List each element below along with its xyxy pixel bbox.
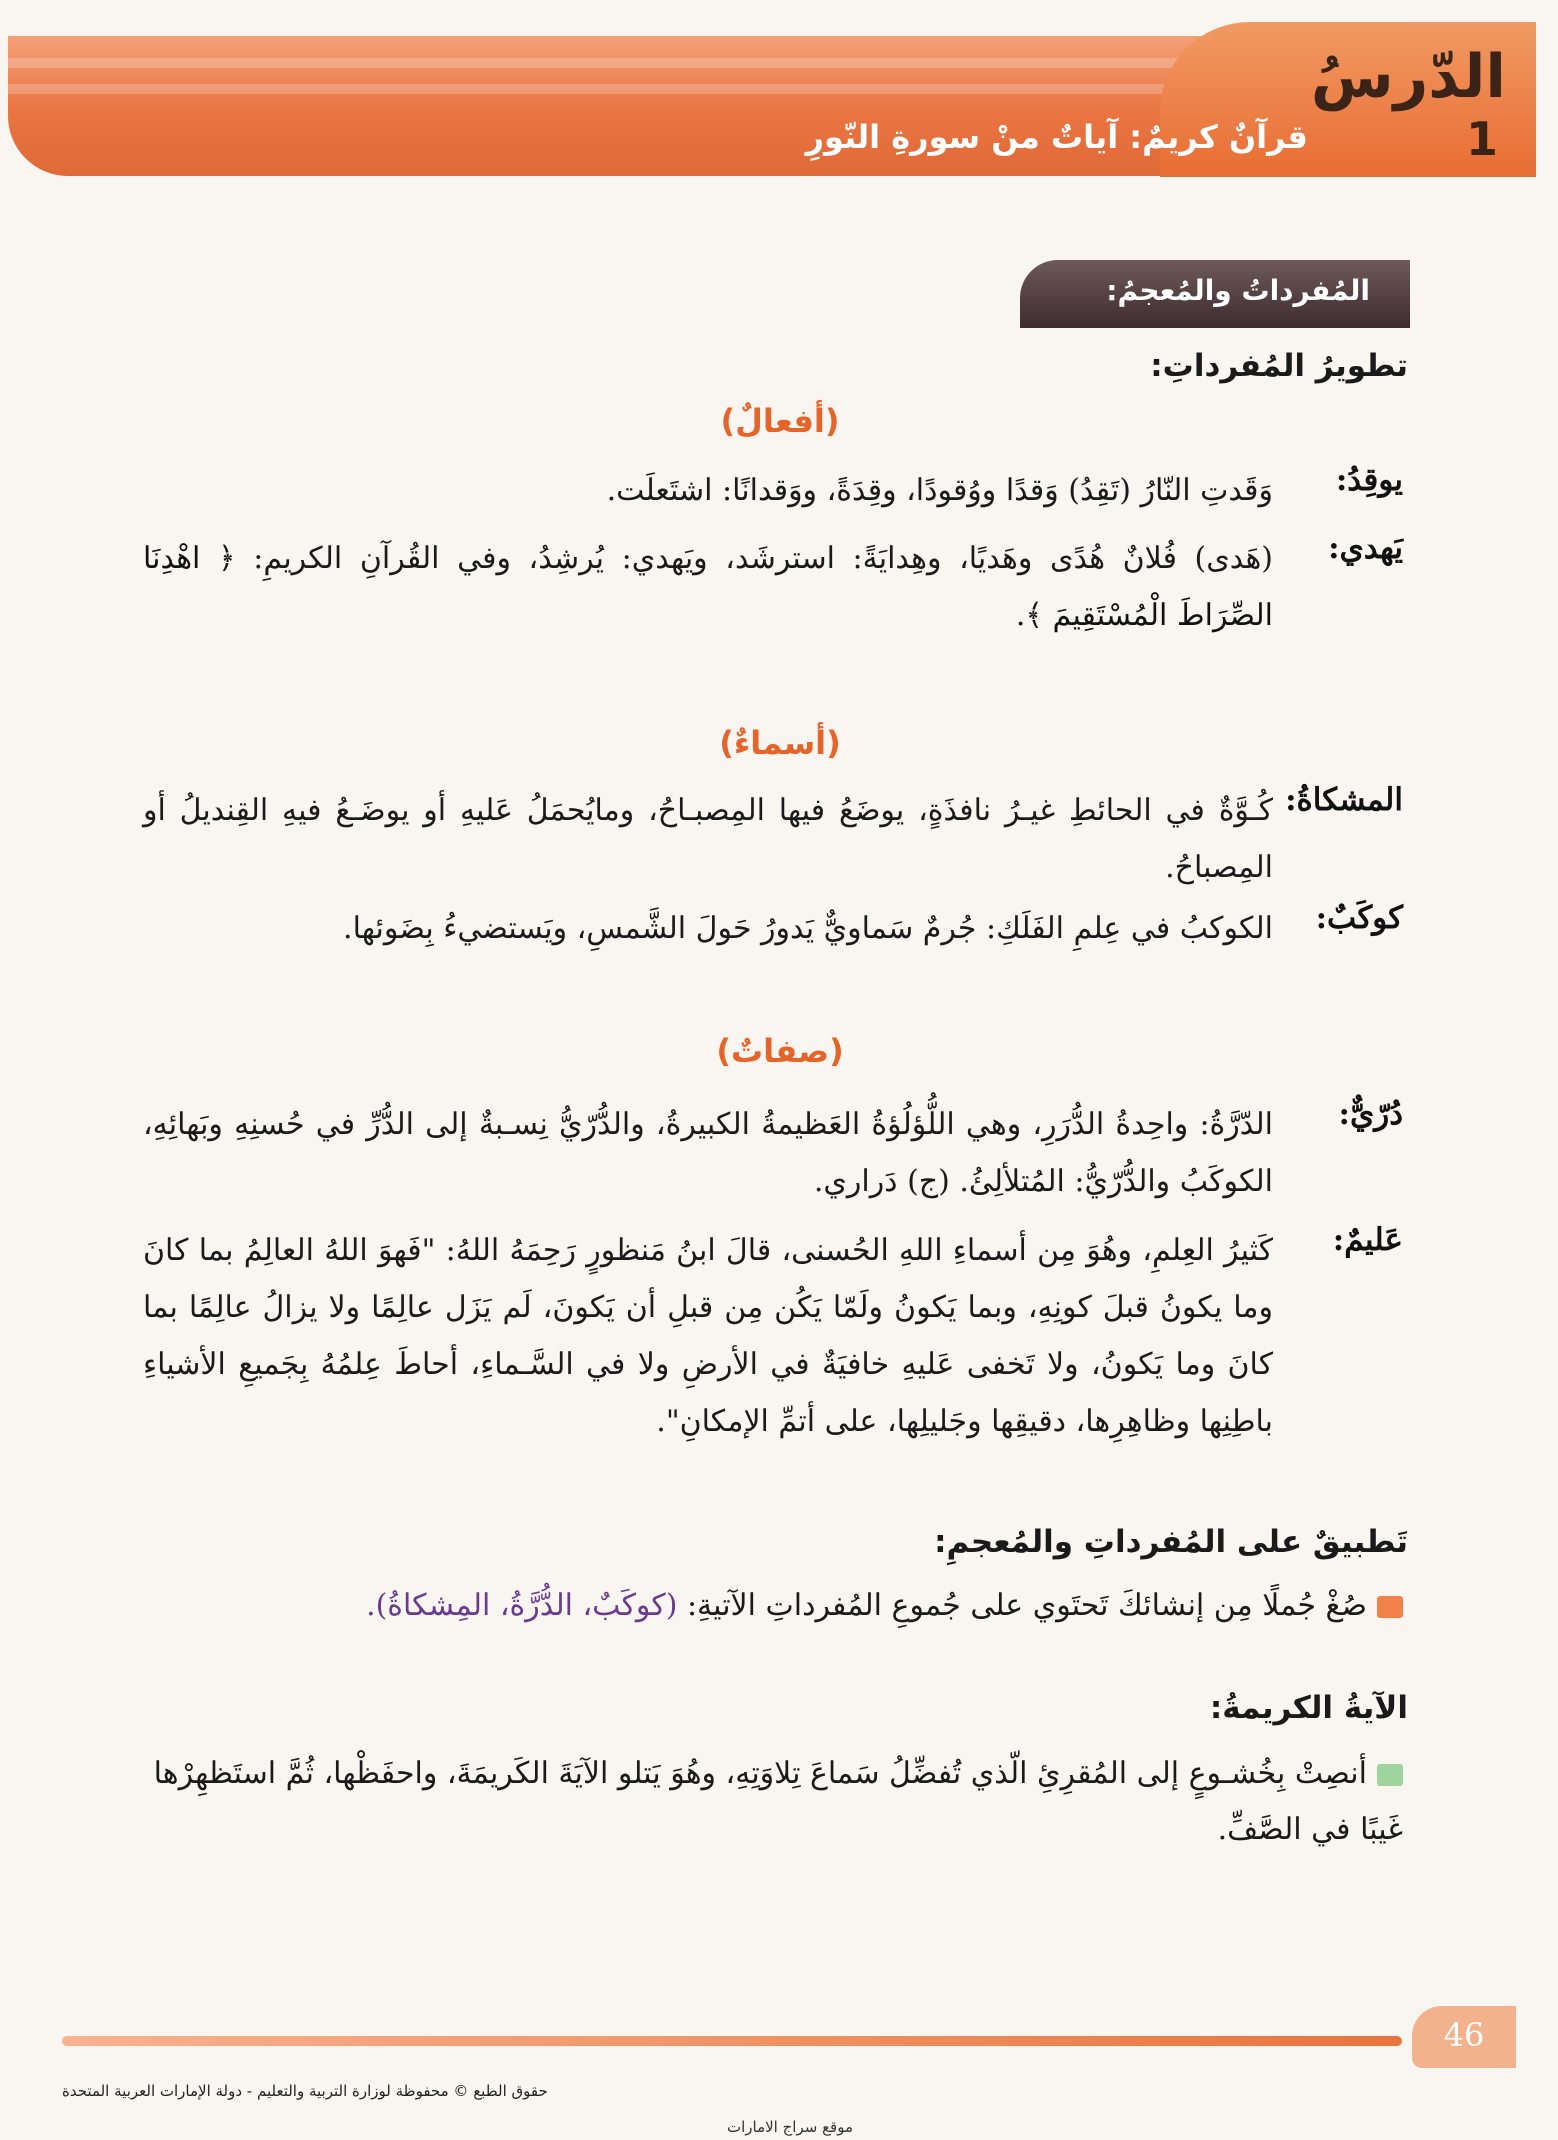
entry-definition-text: (هَدى) فُلانٌ هُدًى وهَديًا، وهِدايَةً: استرشَد، ويَهدي: يُرشِدُ، وفي القُرآنِ الكريمِ: xyxy=(253,541,1273,576)
application-words: (كوكَبٌ، الدُّرَّةُ، المِشكاةُ). xyxy=(366,1588,678,1623)
quran-verse: ﴿ اهْدِنَا الصِّرَاطَ الْمُسْتَقِيمَ ﴾. xyxy=(143,541,1273,633)
entry-alim xyxy=(143,1222,1403,1450)
section-tab-title: المُفرداتُ والمُعجمُ: xyxy=(1106,274,1370,307)
exercise-bullet-icon xyxy=(1377,1764,1403,1786)
exercise-bullet-icon xyxy=(1377,1596,1403,1618)
entry-definition: وَقَدتِ النّارُ (تَقِدُ) وَقدًا ووُقودًا، وقِدَةً، ووَقدانًا: اشتَعلَت. xyxy=(606,473,1273,508)
footer-rule xyxy=(62,2036,1402,2046)
entry-term: يَهدي: xyxy=(1328,530,1403,566)
entry-yuqid xyxy=(143,462,1403,519)
nouns-heading: (أسماءٌ) xyxy=(719,724,841,762)
application-text: صُغْ جُملًا مِن إنشائكَ تَحتَوي على جُموعِ المُفرداتِ الآتيةِ: xyxy=(686,1588,1367,1623)
entry-term: المشكاةُ: xyxy=(1285,782,1403,818)
lesson-label: الدّرسُ xyxy=(1310,42,1506,112)
entry-yahdi xyxy=(143,530,1403,644)
lesson-subtitle: قرآنٌ كريمٌ: آياتٌ منْ سورةِ النّورِ xyxy=(805,118,1308,156)
lesson-number: 1 xyxy=(1465,112,1498,166)
entry-durri xyxy=(143,1096,1403,1210)
entry-definition: الكوكبُ في عِلمِ الفَلَكِ: جُرمٌ سَماويٌّ يَدورُ حَولَ الشَّمسِ، ويَستضيءُ بِضَوئها. xyxy=(343,911,1273,946)
entry-definition xyxy=(143,530,1273,644)
entry-term: عَليمٌ: xyxy=(1332,1222,1403,1258)
entry-term: يوقِدُ: xyxy=(1335,462,1403,498)
verse-exercise xyxy=(143,1746,1403,1858)
verse-text: أنصِتْ بِخُشـوعٍ إلى المُقرِئِ الّذي تُفضِّلُ سَماعَ تِلاوَتِهِ، وهُوَ يَتلو الآيَةَ الكَريمَةَ، واحفَظْها، ثُمَّ استَظهِرْها غَيبًا في الصَّفِّ. xyxy=(153,1756,1403,1847)
entry-definition: كَثيرُ العِلمِ، وهُوَ مِن أسماءِ اللهِ الحُسنى، قالَ ابنُ مَنظورٍ رَحِمَهُ اللهُ: "فَهوَ اللهُ العالِمُ بما كانَ وما يكونُ قبلَ كونِهِ، وبما يَكونُ ولَمّا يَكُن مِن قبلِ أن يَكونَ، لَم يَزَل عالِمًا ولا يزالُ عالِمًا بما كانَ وما يَكونُ، ولا تَخفى عَليهِ خافيَةٌ في الأرضِ ولا في السَّـماءِ، أحاطَ عِلمُهُ بِجَميعِ الأشياءِ باطِنِها وظاهِرِها، دقيقِها وجَليلِها، على أتمِّ الإمكانِ". xyxy=(143,1233,1273,1439)
application-heading: تَطبيقٌ على المُفرداتِ والمُعجمِ: xyxy=(934,1524,1408,1560)
copyright-notice: حقوق الطبع © محفوظة لوزارة التربية والتعليم - دولة الإمارات العربية المتحدة xyxy=(62,2082,548,2100)
entry-definition: الدّرَّةُ: واحِدةُ الدُّرَرِ، وهي اللُّؤلُؤةُ العَظيمةُ الكبيرةُ، والدُّرّيُّ نِسـبةٌ إلى الدُّرِّ في حُسنِهِ وبَهائِهِ، الكوكَبُ والدُّرّيُّ: المُتلألِئُ. (ج) دَراري. xyxy=(143,1107,1273,1199)
entry-kawkab xyxy=(143,900,1403,957)
site-credit: موقع سراج الامارات xyxy=(726,2118,854,2136)
entry-term: دُرّيٌّ: xyxy=(1338,1096,1403,1132)
section-tab xyxy=(1020,260,1410,328)
vocab-development-heading: تطويرُ المُفرداتِ: xyxy=(1150,348,1408,384)
verse-heading: الآيةُ الكريمةُ: xyxy=(1209,1690,1408,1726)
adjectives-heading: (صفاتٌ) xyxy=(716,1032,844,1070)
entry-term: كوكَبٌ: xyxy=(1315,900,1403,936)
verbs-heading: (أفعالٌ) xyxy=(720,402,840,440)
entry-mishkat xyxy=(143,782,1403,896)
entry-definition: كُـوَّةٌ في الحائطِ غيـرُ نافذَةٍ، يوضَعُ فيها المِصبـاحُ، ومايُحمَلُ عَليهِ أو يوضَـعُ فيهِ القِنديلُ أو المِصباحُ. xyxy=(143,793,1274,885)
page-number: 46 xyxy=(1443,2016,1485,2054)
application-exercise xyxy=(143,1578,1403,1634)
